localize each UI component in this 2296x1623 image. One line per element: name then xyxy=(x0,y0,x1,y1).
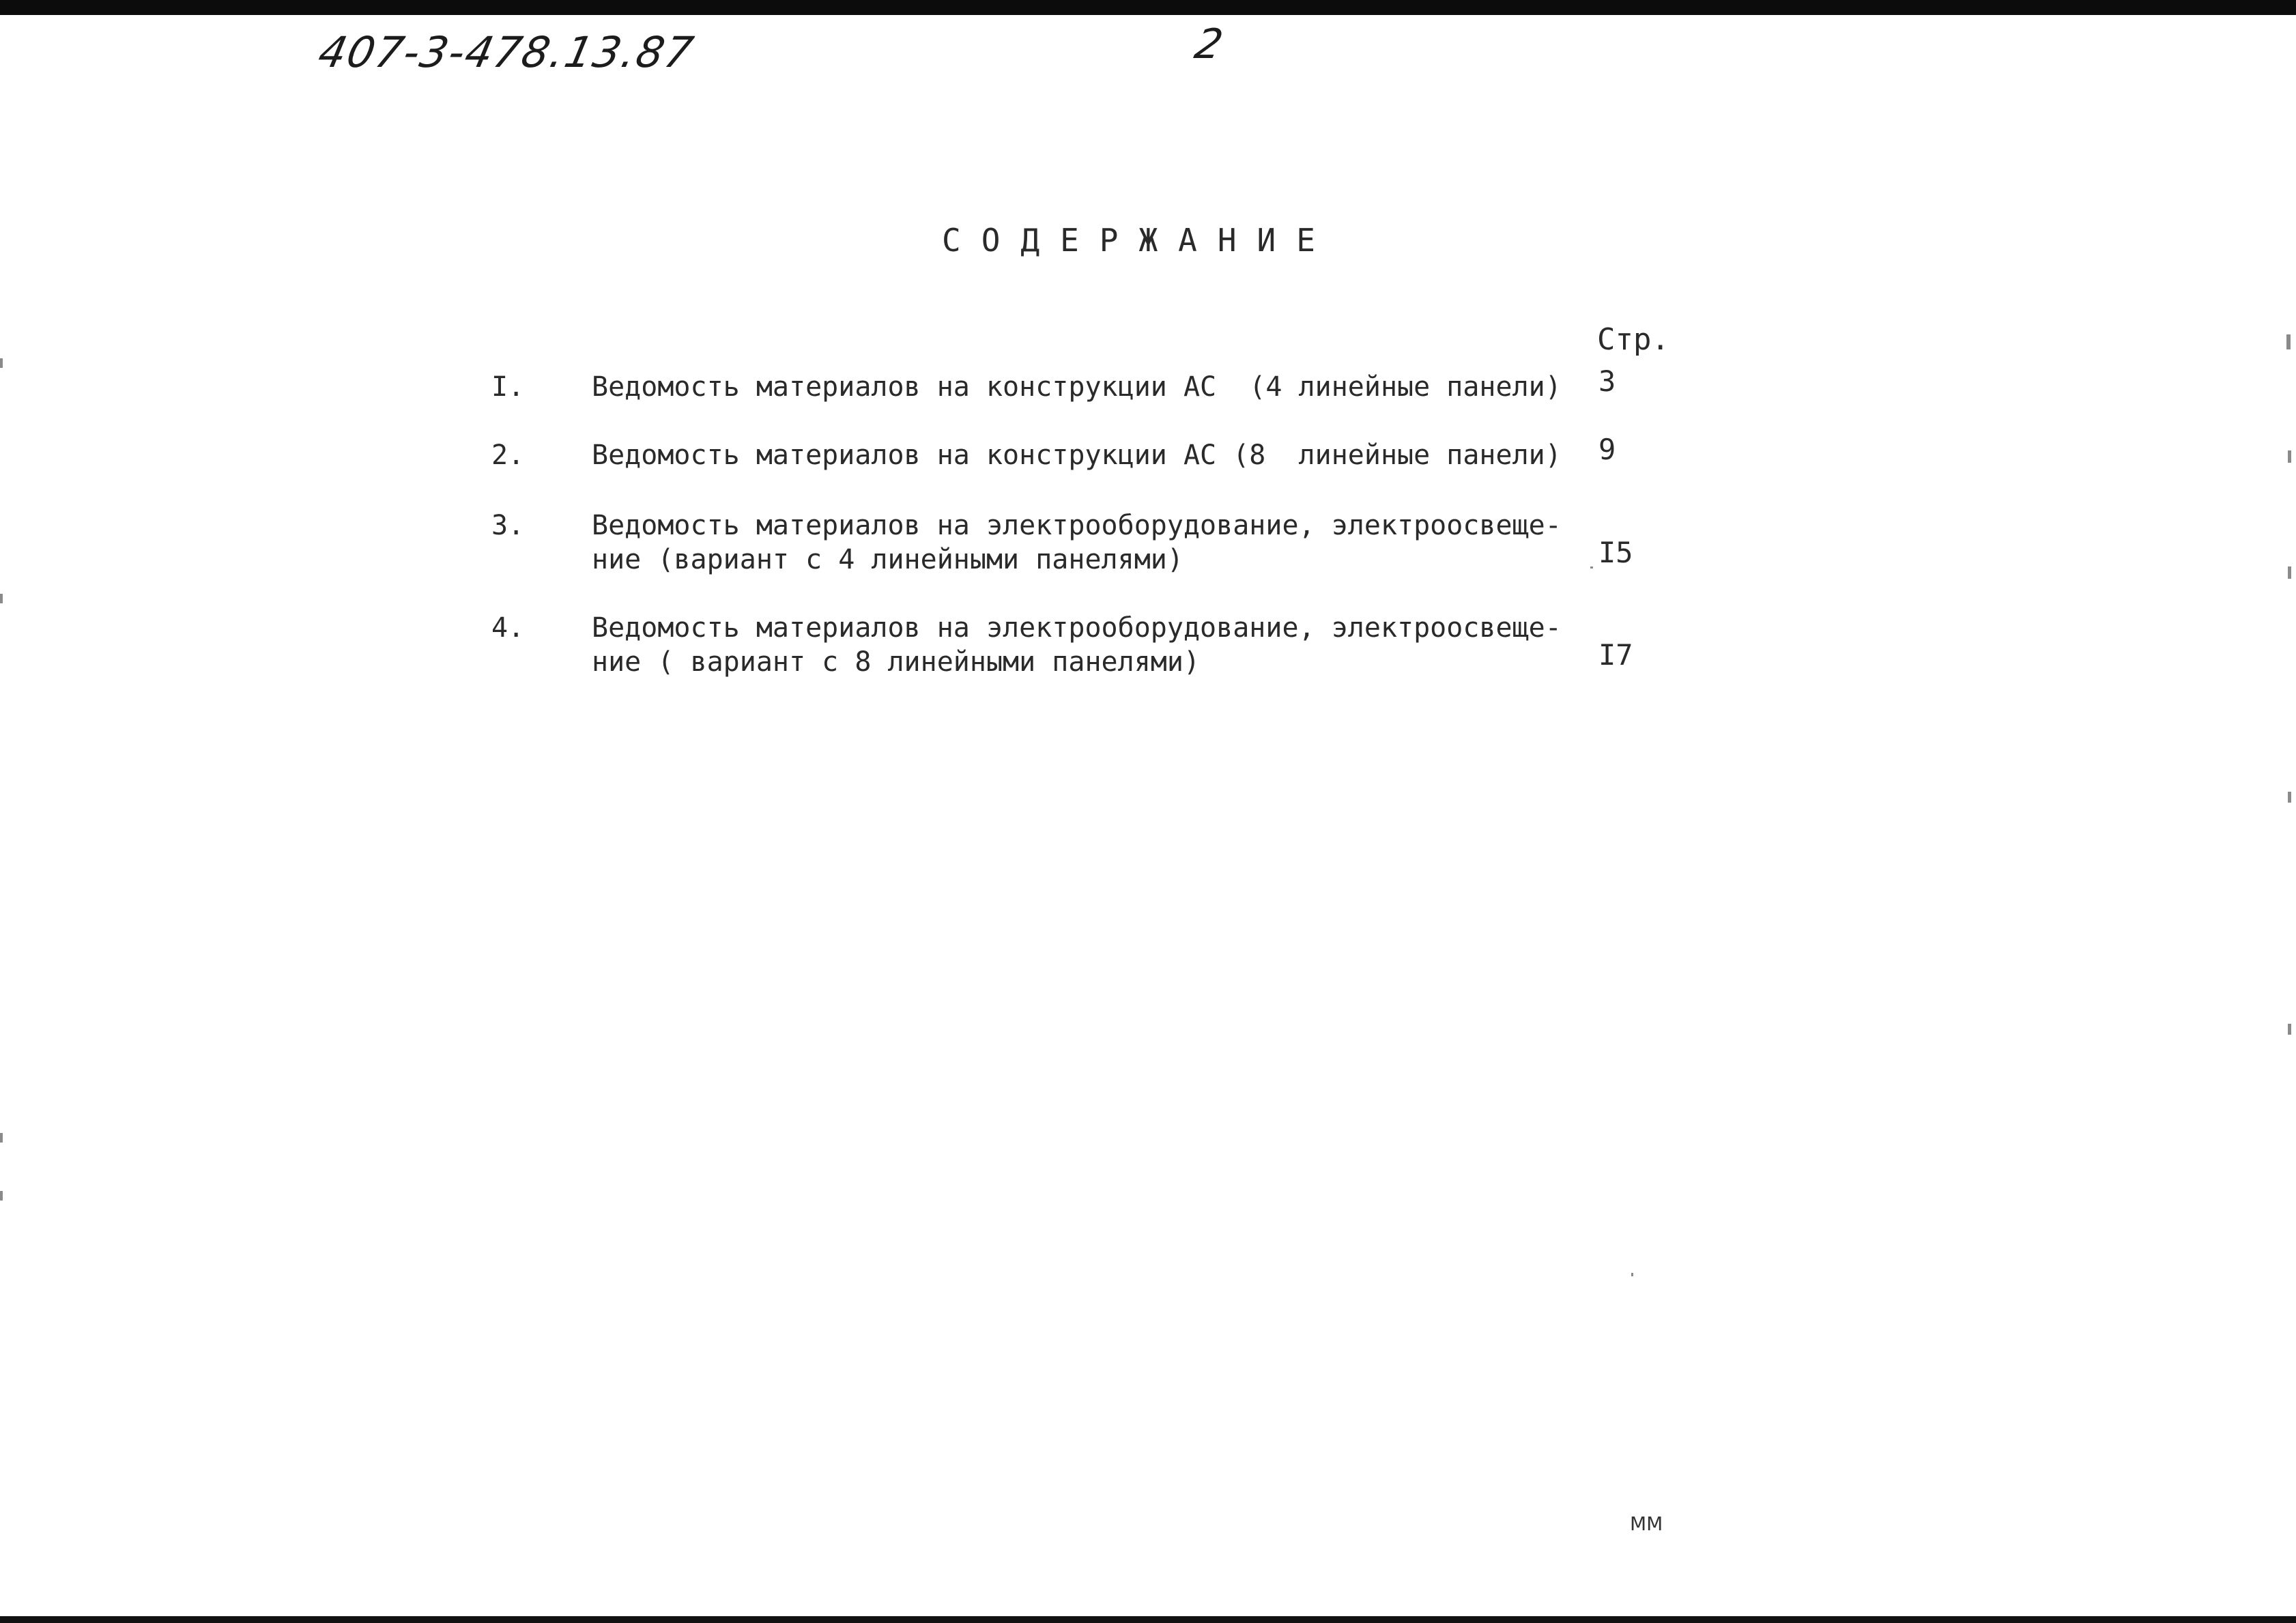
scan-speck xyxy=(2288,792,2291,803)
scan-top-edge xyxy=(0,0,2296,15)
scan-speck xyxy=(2286,334,2291,349)
toc-entry-number: 3. xyxy=(491,510,525,541)
scan-speck xyxy=(0,358,3,368)
scan-speck xyxy=(1590,566,1593,569)
scan-speck xyxy=(0,1133,3,1143)
toc-entry-text: Ведомость материалов на конструкции АС (4 линейные панели) xyxy=(592,371,1562,403)
toc-entry-text: Ведомость материалов на электрооборудование, электроосвеще- ние ( вариант с 8 линейными панелями) xyxy=(592,612,1562,678)
scan-speck xyxy=(2288,450,2291,463)
toc-entry-page: I7 xyxy=(1598,638,1633,672)
toc-entry-number: 2. xyxy=(491,440,525,471)
toc-entry-page: 9 xyxy=(1598,433,1616,466)
document-code: 407-3-478.13.87 xyxy=(314,27,699,77)
toc-entry-page: 3 xyxy=(1598,364,1616,398)
toc-entry-number: 4. xyxy=(491,612,525,644)
footer-mark: ММ xyxy=(1630,1512,1663,1535)
page-number: 2 xyxy=(1190,20,1229,68)
toc-entry-page: I5 xyxy=(1598,536,1633,569)
scan-speck xyxy=(2288,566,2291,579)
toc-entry-text: Ведомость материалов на конструкции АС (8 линейные панели) xyxy=(592,440,1562,471)
scan-speck xyxy=(0,1191,3,1201)
scan-bottom-edge xyxy=(0,1616,2296,1623)
page-column-header: Стр. xyxy=(1597,322,1669,357)
toc-entry-text: Ведомость материалов на электрооборудование, электроосвеще- ние (вариант с 4 линейными панелями) xyxy=(592,510,1562,575)
scan-speck xyxy=(1631,1273,1633,1276)
scan-speck xyxy=(2288,1024,2291,1035)
page-title: СОДЕРЖАНИЕ xyxy=(942,222,1336,259)
toc-entry-number: I. xyxy=(491,371,525,403)
scan-speck xyxy=(0,594,3,603)
